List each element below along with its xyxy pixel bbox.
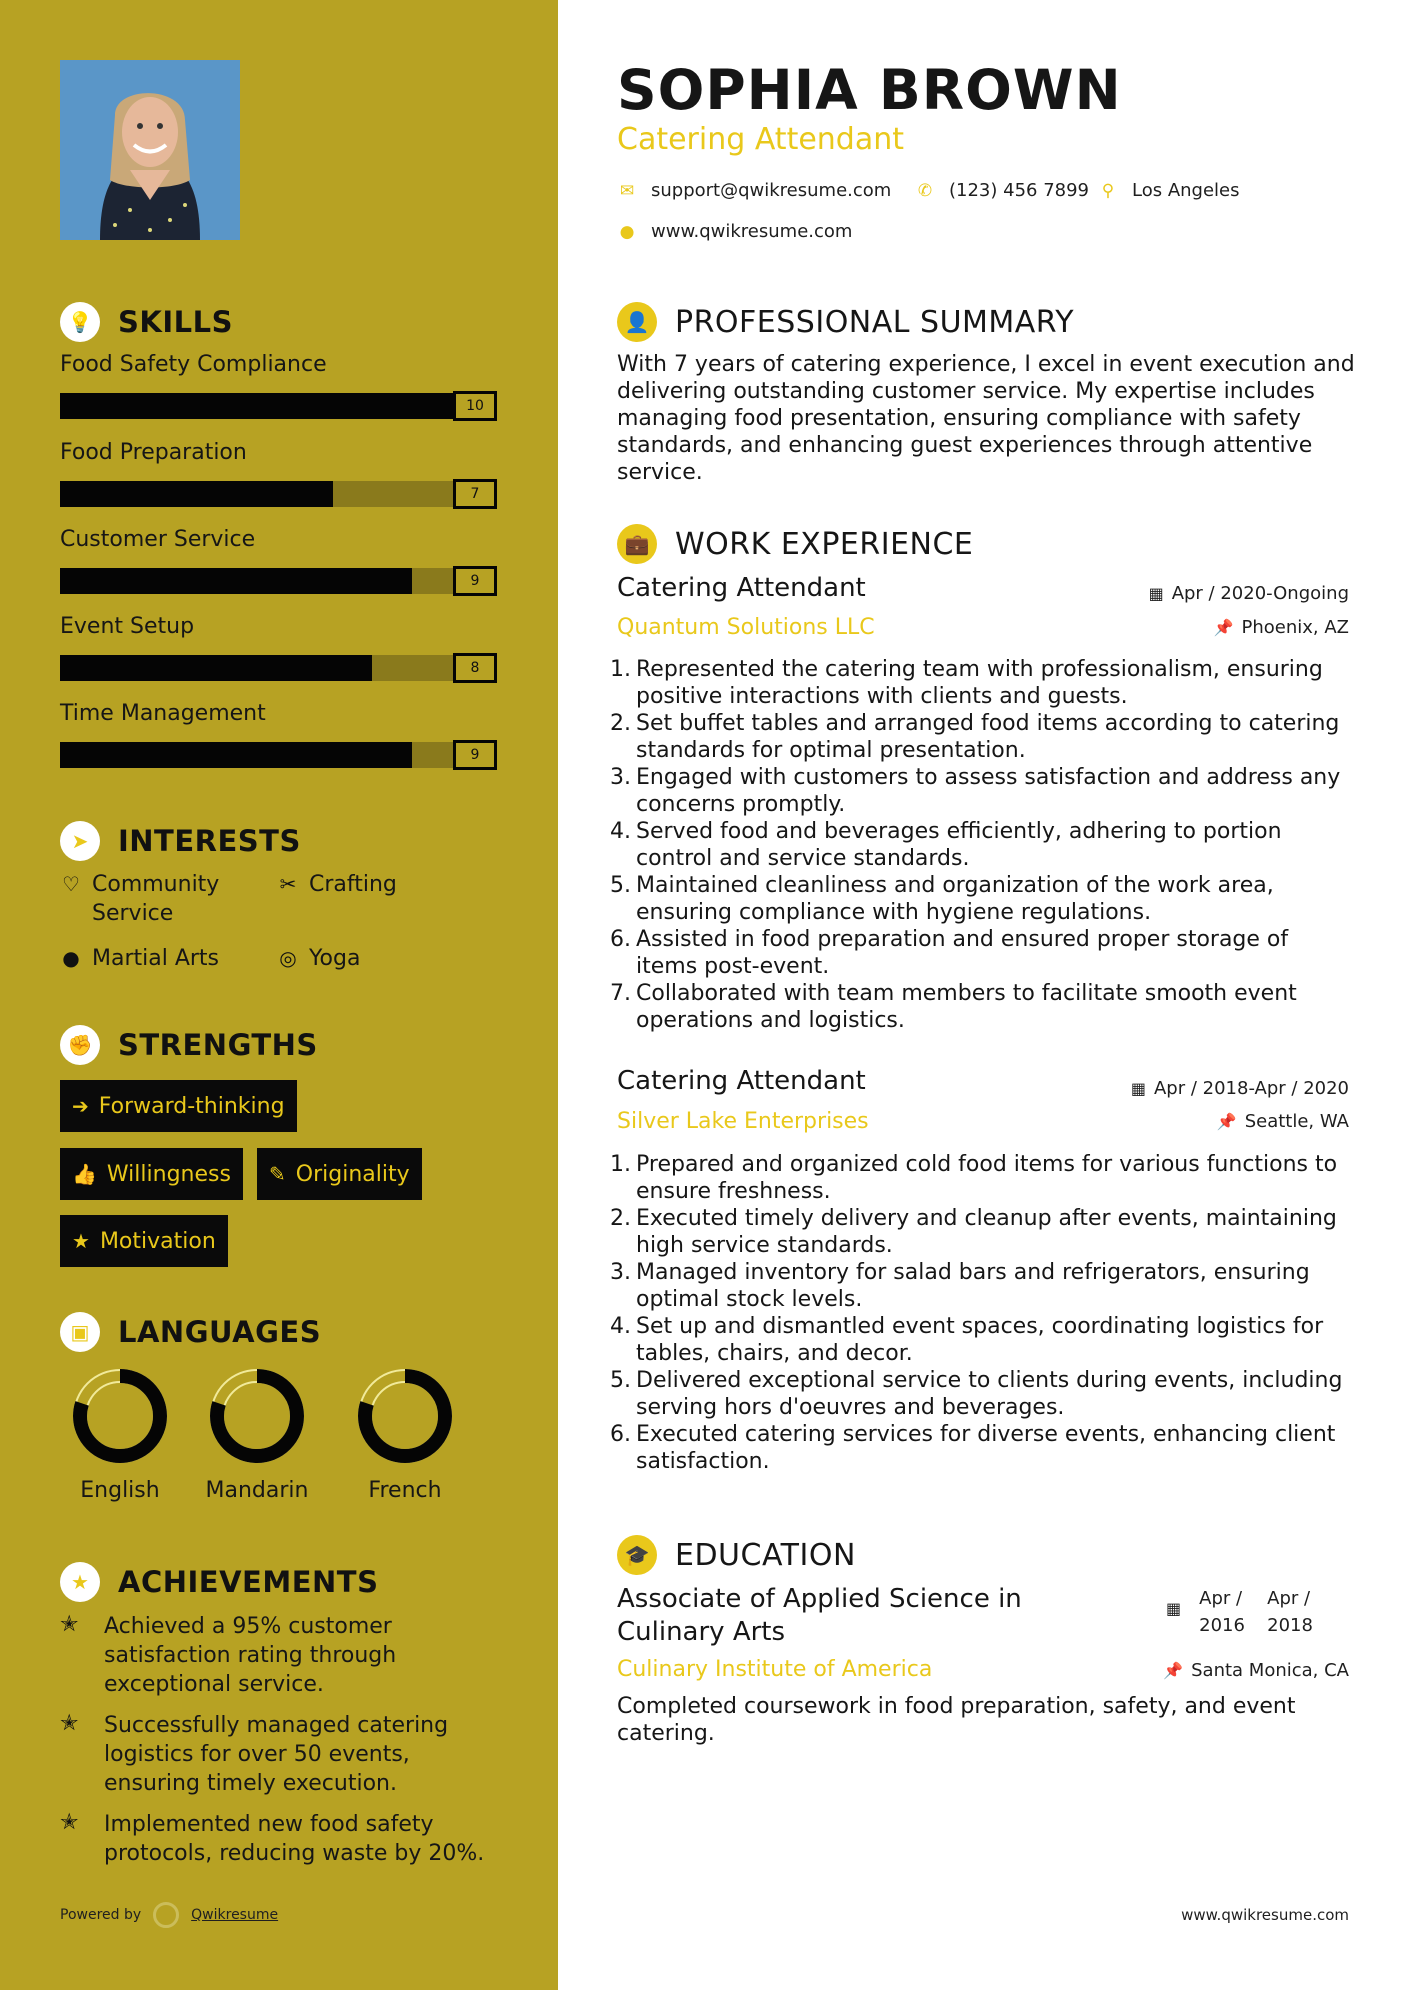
interest-item [277, 944, 360, 973]
experience-heading: 💼 WORK EXPERIENCE [617, 524, 973, 564]
calendar-icon: ▦ [1130, 1079, 1146, 1098]
candidate-title: Catering Attendant [617, 122, 905, 157]
language-item [350, 1368, 460, 1503]
contact-location [1098, 180, 1240, 201]
skill-bar-fill [60, 655, 372, 681]
duty-item: 2. Executed timely delivery and cleanup after events, maintaining high service standards. [610, 1206, 1337, 1258]
skill-bar-fill [60, 742, 412, 768]
duty-item: 4. Served food and beverages efficiently, adhering to portion control and service standards. [610, 819, 1282, 871]
interest-item [277, 870, 397, 899]
location-text: Los Angeles [1132, 180, 1240, 201]
company-name: Silver Lake Enterprises [617, 1109, 869, 1134]
arrow-right-icon: ➔ [72, 1094, 89, 1118]
education-dates [1166, 1585, 1317, 1639]
achievements-heading: ★ ACHIEVEMENTS [60, 1562, 378, 1602]
job-duties [610, 656, 1350, 1034]
star-icon: ✭ [60, 1711, 79, 1736]
language-item [65, 1368, 175, 1503]
fist-icon: ✊ [60, 1025, 100, 1065]
skill-item [60, 614, 497, 681]
pencil-icon: ✎ [269, 1162, 286, 1186]
skill-bar [60, 655, 497, 681]
skill-item [60, 527, 497, 594]
strength-label: Willingness [106, 1161, 231, 1187]
user-icon: 👤 [617, 302, 657, 342]
contact-phone [915, 180, 1089, 201]
candidate-name: SOPHIA BROWN [617, 58, 1122, 122]
phone-icon: ✆ [917, 180, 933, 201]
strength-label: Motivation [99, 1228, 216, 1254]
skill-name: Event Setup [60, 614, 195, 639]
language-name: English [80, 1478, 160, 1503]
education-start: Apr / 2016 [1199, 1588, 1245, 1636]
job-location: 📌 Phoenix, AZ [1213, 617, 1349, 638]
star-icon: ✭ [60, 1810, 79, 1835]
achievement-item [60, 1711, 500, 1798]
interest-label: Martial Arts [92, 946, 220, 971]
school-name: Culinary Institute of America [617, 1657, 933, 1682]
summary-heading: 👤 PROFESSIONAL SUMMARY [617, 302, 1074, 342]
skill-name: Food Preparation [60, 440, 247, 465]
sidebar [0, 0, 558, 1990]
language-name: French [368, 1478, 442, 1503]
pin-icon: 📌 [1163, 1661, 1184, 1680]
star-badge-icon: ★ [60, 1562, 100, 1602]
powered-by [60, 1902, 278, 1928]
skill-level: 8 [453, 653, 497, 683]
education-description: Completed coursework in food preparation, safety, and event catering. [617, 1694, 1296, 1746]
skill-bar-fill [60, 393, 497, 419]
achievement-text: Implemented new food safety protocols, reducing waste by 20%. [104, 1812, 485, 1866]
strength-badge [60, 1080, 297, 1132]
achievement-item [60, 1612, 500, 1699]
skill-name: Time Management [60, 701, 266, 726]
strength-badge [60, 1148, 243, 1200]
contact-website [617, 221, 852, 242]
footer-website[interactable]: www.qwikresume.com [1181, 1906, 1349, 1924]
skill-level: 7 [453, 479, 497, 509]
skill-level: 10 [453, 391, 497, 421]
language-ring [209, 1368, 305, 1464]
skill-bar [60, 393, 497, 419]
skill-name: Customer Service [60, 527, 256, 552]
duty-item: 7. Collaborated with team members to facilitate smooth event operations and logistics. [610, 981, 1297, 1033]
duty-item: 5. Maintained cleanliness and organization of the work area, ensuring compliance with hygiene regulations. [610, 873, 1274, 925]
strengths-heading: ✊ STRENGTHS [60, 1025, 318, 1065]
skill-item [60, 701, 497, 768]
skill-bar [60, 742, 497, 768]
summary-text: With 7 years of catering experience, I excel in event execution and delivering outstanding customer service. My expertise includes managing food presentation, ensuring compliance with safety standards, and enhancing guest experiences through attentive service. [617, 352, 1355, 485]
powered-by-link[interactable]: Qwikresume [191, 1907, 279, 1923]
star-icon: ★ [72, 1229, 90, 1253]
graduate-icon: 🎓 [617, 1535, 657, 1575]
star-icon: ✭ [60, 1612, 79, 1637]
interest-item [60, 870, 252, 928]
interest-label: Crafting [309, 872, 397, 897]
education-location: 📌 Santa Monica, CA [1163, 1660, 1349, 1681]
degree-title: Associate of Applied Science in Culinary Arts [617, 1584, 1022, 1647]
duty-item: 1. Represented the catering team with professionalism, ensuring positive interactions with clients and guests. [610, 657, 1323, 709]
skill-name: Food Safety Compliance [60, 352, 327, 377]
language-item [202, 1368, 312, 1503]
globe-icon: ● [62, 946, 80, 970]
strength-label: Forward-thinking [98, 1093, 285, 1119]
duty-item: 2. Set buffet tables and arranged food items according to catering standards for optimal presentation. [610, 711, 1340, 763]
skill-item [60, 440, 497, 507]
website-text[interactable]: www.qwikresume.com [651, 221, 853, 242]
achievement-item [60, 1810, 500, 1868]
duty-item: 4. Set up and dismantled event spaces, coordinating logistics for tables, chairs, and decor. [610, 1314, 1324, 1366]
achievement-text: Successfully managed catering logistics for over 50 events, ensuring timely execution. [104, 1713, 449, 1796]
scissors-icon: ✂ [279, 872, 297, 896]
thumbs-up-icon: 👍 [72, 1162, 97, 1186]
skill-bar-fill [60, 481, 333, 507]
calendar-icon: ▦ [1148, 584, 1164, 603]
strength-label: Originality [295, 1161, 410, 1187]
achievement-text: Achieved a 95% customer satisfaction rating through exceptional service. [104, 1614, 397, 1697]
job-title: Catering Attendant [617, 573, 866, 603]
education-end: Apr / 2018 [1267, 1588, 1313, 1636]
lightbulb-icon: 💡 [60, 302, 100, 342]
contact-email [617, 180, 891, 201]
interests-heading: ➤ INTERESTS [60, 821, 301, 861]
job-dates: ▦ Apr / 2018-Apr / 2020 [1130, 1078, 1349, 1099]
skill-bar [60, 481, 497, 507]
duty-item: 3. Engaged with customers to assess satisfaction and address any concerns promptly. [610, 765, 1341, 817]
job-duties [610, 1151, 1350, 1475]
duty-item: 6. Executed catering services for diverse events, enhancing client satisfaction. [610, 1422, 1336, 1474]
job-title: Catering Attendant [617, 1066, 866, 1096]
skill-item [60, 352, 497, 419]
paper-plane-icon: ➤ [60, 821, 100, 861]
education-heading: 🎓 EDUCATION [617, 1535, 856, 1575]
lifebuoy-icon: ◎ [279, 946, 297, 970]
phone-text: (123) 456 7899 [949, 180, 1090, 201]
globe-icon: ● [619, 221, 635, 242]
company-name: Quantum Solutions LLC [617, 615, 875, 640]
duty-item: 5. Delivered exceptional service to clients during events, including serving hors d'oeuvres and beverages. [610, 1368, 1343, 1420]
interest-item [60, 944, 219, 973]
pin-icon: 📌 [1216, 1112, 1237, 1131]
language-ring [357, 1368, 453, 1464]
powered-by-label: Powered by [60, 1907, 142, 1923]
duty-item: 1. Prepared and organized cold food items for various functions to ensure freshness. [610, 1152, 1338, 1204]
email-text[interactable]: support@qwikresume.com [651, 180, 892, 201]
interest-label: Yoga [309, 946, 361, 971]
duty-item: 6. Assisted in food preparation and ensured proper storage of items post-event. [610, 927, 1289, 979]
job-location: 📌 Seattle, WA [1216, 1111, 1349, 1132]
job-dates: ▦ Apr / 2020-Ongoing [1148, 583, 1349, 604]
language-ring [72, 1368, 168, 1464]
interest-label: Community Service [92, 872, 220, 926]
skill-level: 9 [453, 740, 497, 770]
skill-bar [60, 568, 497, 594]
qwikresume-logo-icon [153, 1902, 179, 1928]
language-card-icon: ▣ [60, 1312, 100, 1352]
skill-level: 9 [453, 566, 497, 596]
language-name: Mandarin [205, 1478, 309, 1503]
calendar-icon: ▦ [1166, 1599, 1182, 1618]
briefcase-icon: 💼 [617, 524, 657, 564]
map-pin-icon: ⚲ [1101, 180, 1115, 201]
skills-heading: 💡 SKILLS [60, 302, 233, 342]
pin-icon: 📌 [1213, 618, 1234, 637]
strength-badge [60, 1215, 228, 1267]
hands-icon: ♡ [62, 872, 80, 896]
skill-bar-fill [60, 568, 412, 594]
envelope-icon: ✉ [619, 180, 635, 201]
strength-badge [257, 1148, 422, 1200]
languages-heading: ▣ LANGUAGES [60, 1312, 321, 1352]
profile-photo [60, 60, 240, 240]
duty-item: 3. Managed inventory for salad bars and refrigerators, ensuring optimal stock levels. [610, 1260, 1310, 1312]
